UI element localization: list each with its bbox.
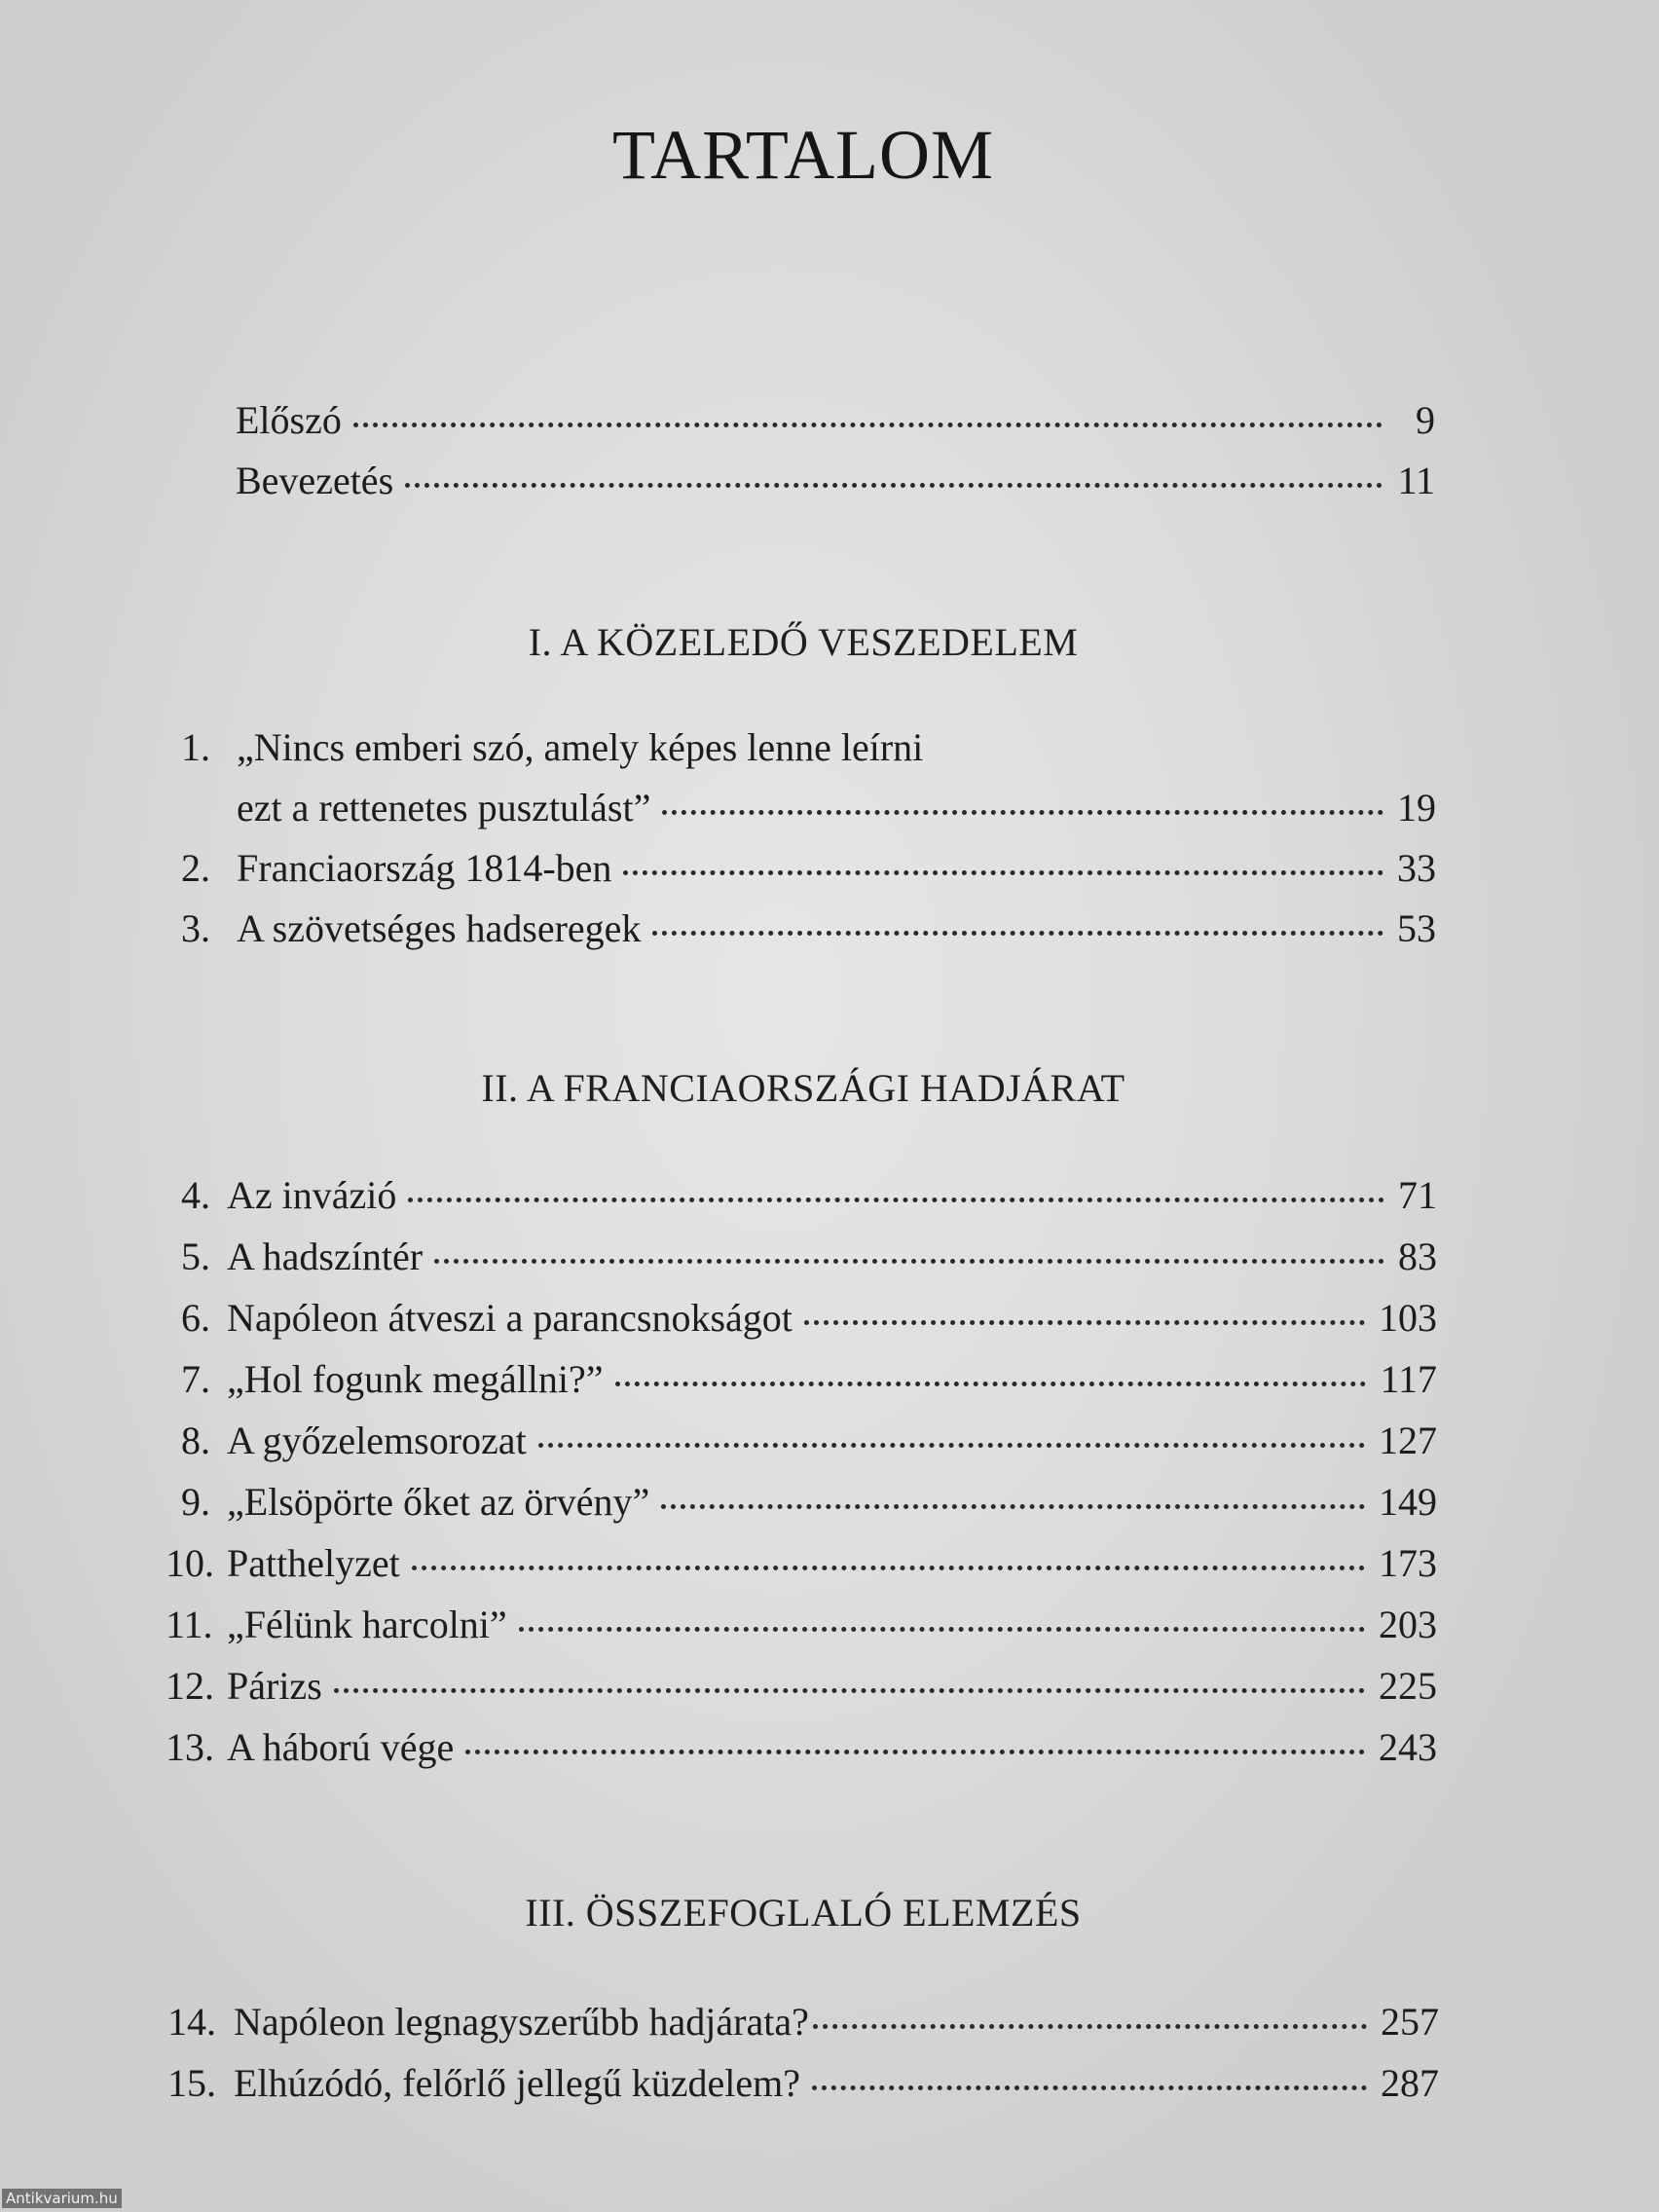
toc-entry-3 (181, 905, 1436, 964)
entry-label: Napóleon legnagyszerűbb hadjárata? (234, 2000, 809, 2044)
entry-label: Franciaország 1814-ben (237, 846, 612, 890)
entry-label: „Hol fogunk megállni?” (227, 1357, 604, 1401)
dot-leader (813, 2024, 1367, 2029)
dot-leader (519, 1627, 1365, 1632)
entry-page: 33 (1397, 846, 1436, 890)
dot-leader (662, 810, 1383, 815)
toc-entry-9 (181, 1479, 1437, 1537)
entry-page: 203 (1379, 1603, 1437, 1646)
section-heading-2: II. A FRANCIAORSZÁGI HADJÁRAT (481, 1066, 1125, 1110)
toc-entry-1-line1 (181, 724, 923, 770)
entry-label: Párizs (227, 1664, 322, 1708)
dot-leader (405, 483, 1382, 488)
entry-label: Elhúzódó, felőrlő jellegű küzdelem? (234, 2061, 801, 2105)
toc-entry-10 (166, 1540, 1437, 1599)
toc-entry-14 (167, 1999, 1439, 2057)
dot-leader (615, 1382, 1367, 1386)
toc-entry-2 (181, 845, 1436, 903)
entry-label: Napóleon átveszi a parancsnokságot (227, 1296, 793, 1340)
entry-page: 19 (1397, 786, 1436, 830)
entry-number: 11. (166, 1603, 213, 1646)
entry-label: Az invázió (227, 1173, 397, 1217)
toc-entry-5 (181, 1234, 1437, 1292)
section-heading-1: I. A KÖZELEDŐ VESZEDELEM (528, 620, 1079, 664)
dot-leader (465, 1750, 1365, 1754)
toc-entry-eloszo (236, 397, 1435, 456)
entry-number: 10. (166, 1541, 214, 1585)
entry-page: 243 (1379, 1725, 1437, 1769)
watermark: Antikvarium.hu (2, 2189, 122, 2208)
entry-page: 127 (1379, 1419, 1437, 1462)
dot-leader (652, 931, 1383, 936)
toc-entry-1 (237, 785, 1436, 843)
entry-page: 225 (1379, 1664, 1437, 1708)
dot-leader (412, 1566, 1365, 1570)
dot-leader (804, 1320, 1365, 1325)
entry-page: 149 (1379, 1480, 1437, 1524)
dot-leader (334, 1688, 1365, 1693)
entry-number: 12. (166, 1664, 214, 1708)
toc-entry-7 (181, 1356, 1437, 1415)
entry-number: 14. (167, 2000, 216, 2044)
dot-leader (408, 1198, 1384, 1202)
entry-number: 7. (181, 1357, 210, 1401)
dot-leader (623, 870, 1383, 875)
entry-label: A hadszíntér (227, 1235, 424, 1278)
toc-entry-12 (166, 1663, 1437, 1721)
entry-number: 9. (181, 1480, 210, 1524)
entry-page: 103 (1379, 1296, 1437, 1340)
dot-leader (538, 1443, 1365, 1448)
dot-leader (434, 1259, 1384, 1264)
toc-entry-8 (181, 1418, 1437, 1476)
entry-page: 9 (1416, 398, 1435, 442)
entry-number: 4. (181, 1173, 210, 1217)
entry-page: 11 (1397, 459, 1435, 502)
entry-number: 8. (181, 1419, 210, 1462)
entry-page: 287 (1381, 2061, 1439, 2105)
entry-label: Előszó (236, 398, 342, 442)
entry-number: 6. (181, 1296, 210, 1340)
entry-label-line1: „Nincs emberi szó, amely képes lenne leírni (237, 725, 924, 769)
toc-entry-4 (181, 1172, 1437, 1231)
entry-page: 257 (1381, 2000, 1439, 2044)
entry-page: 83 (1398, 1235, 1437, 1278)
entry-label: A háború vége (227, 1725, 455, 1769)
entry-page: 173 (1379, 1541, 1437, 1585)
entry-label: A szövetséges hadseregek (237, 906, 642, 950)
entry-number: 15. (167, 2061, 216, 2105)
entry-number: 3. (181, 906, 210, 950)
entry-number: 13. (166, 1725, 214, 1769)
page-title: TARTALOM (611, 116, 995, 194)
entry-label: „Elsöpörte őket az örvény” (227, 1480, 650, 1524)
entry-number: 5. (181, 1235, 210, 1278)
entry-label: A győzelemsorozat (227, 1419, 527, 1462)
entry-label: Patthelyzet (227, 1541, 400, 1585)
entry-label: „Félünk harcolni” (227, 1603, 507, 1646)
entry-number: 1. (181, 725, 210, 769)
dot-leader (661, 1504, 1365, 1509)
section-heading-3: III. ÖSSZEFOGLALÓ ELEMZÉS (525, 1891, 1082, 1935)
entry-page: 117 (1380, 1357, 1437, 1401)
dot-leader (353, 423, 1382, 427)
entry-label: ezt a rettenetes pusztulást” (237, 786, 651, 830)
toc-entry-bevezetes (236, 458, 1435, 516)
entry-label: Bevezetés (236, 459, 394, 502)
entry-page: 71 (1398, 1173, 1437, 1217)
entry-number: 2. (181, 846, 210, 890)
entry-page: 53 (1397, 906, 1436, 950)
toc-entry-11 (166, 1602, 1437, 1660)
toc-entry-6 (181, 1295, 1437, 1353)
toc-entry-13 (166, 1724, 1437, 1783)
dot-leader (812, 2085, 1367, 2090)
toc-entry-15 (167, 2060, 1439, 2119)
